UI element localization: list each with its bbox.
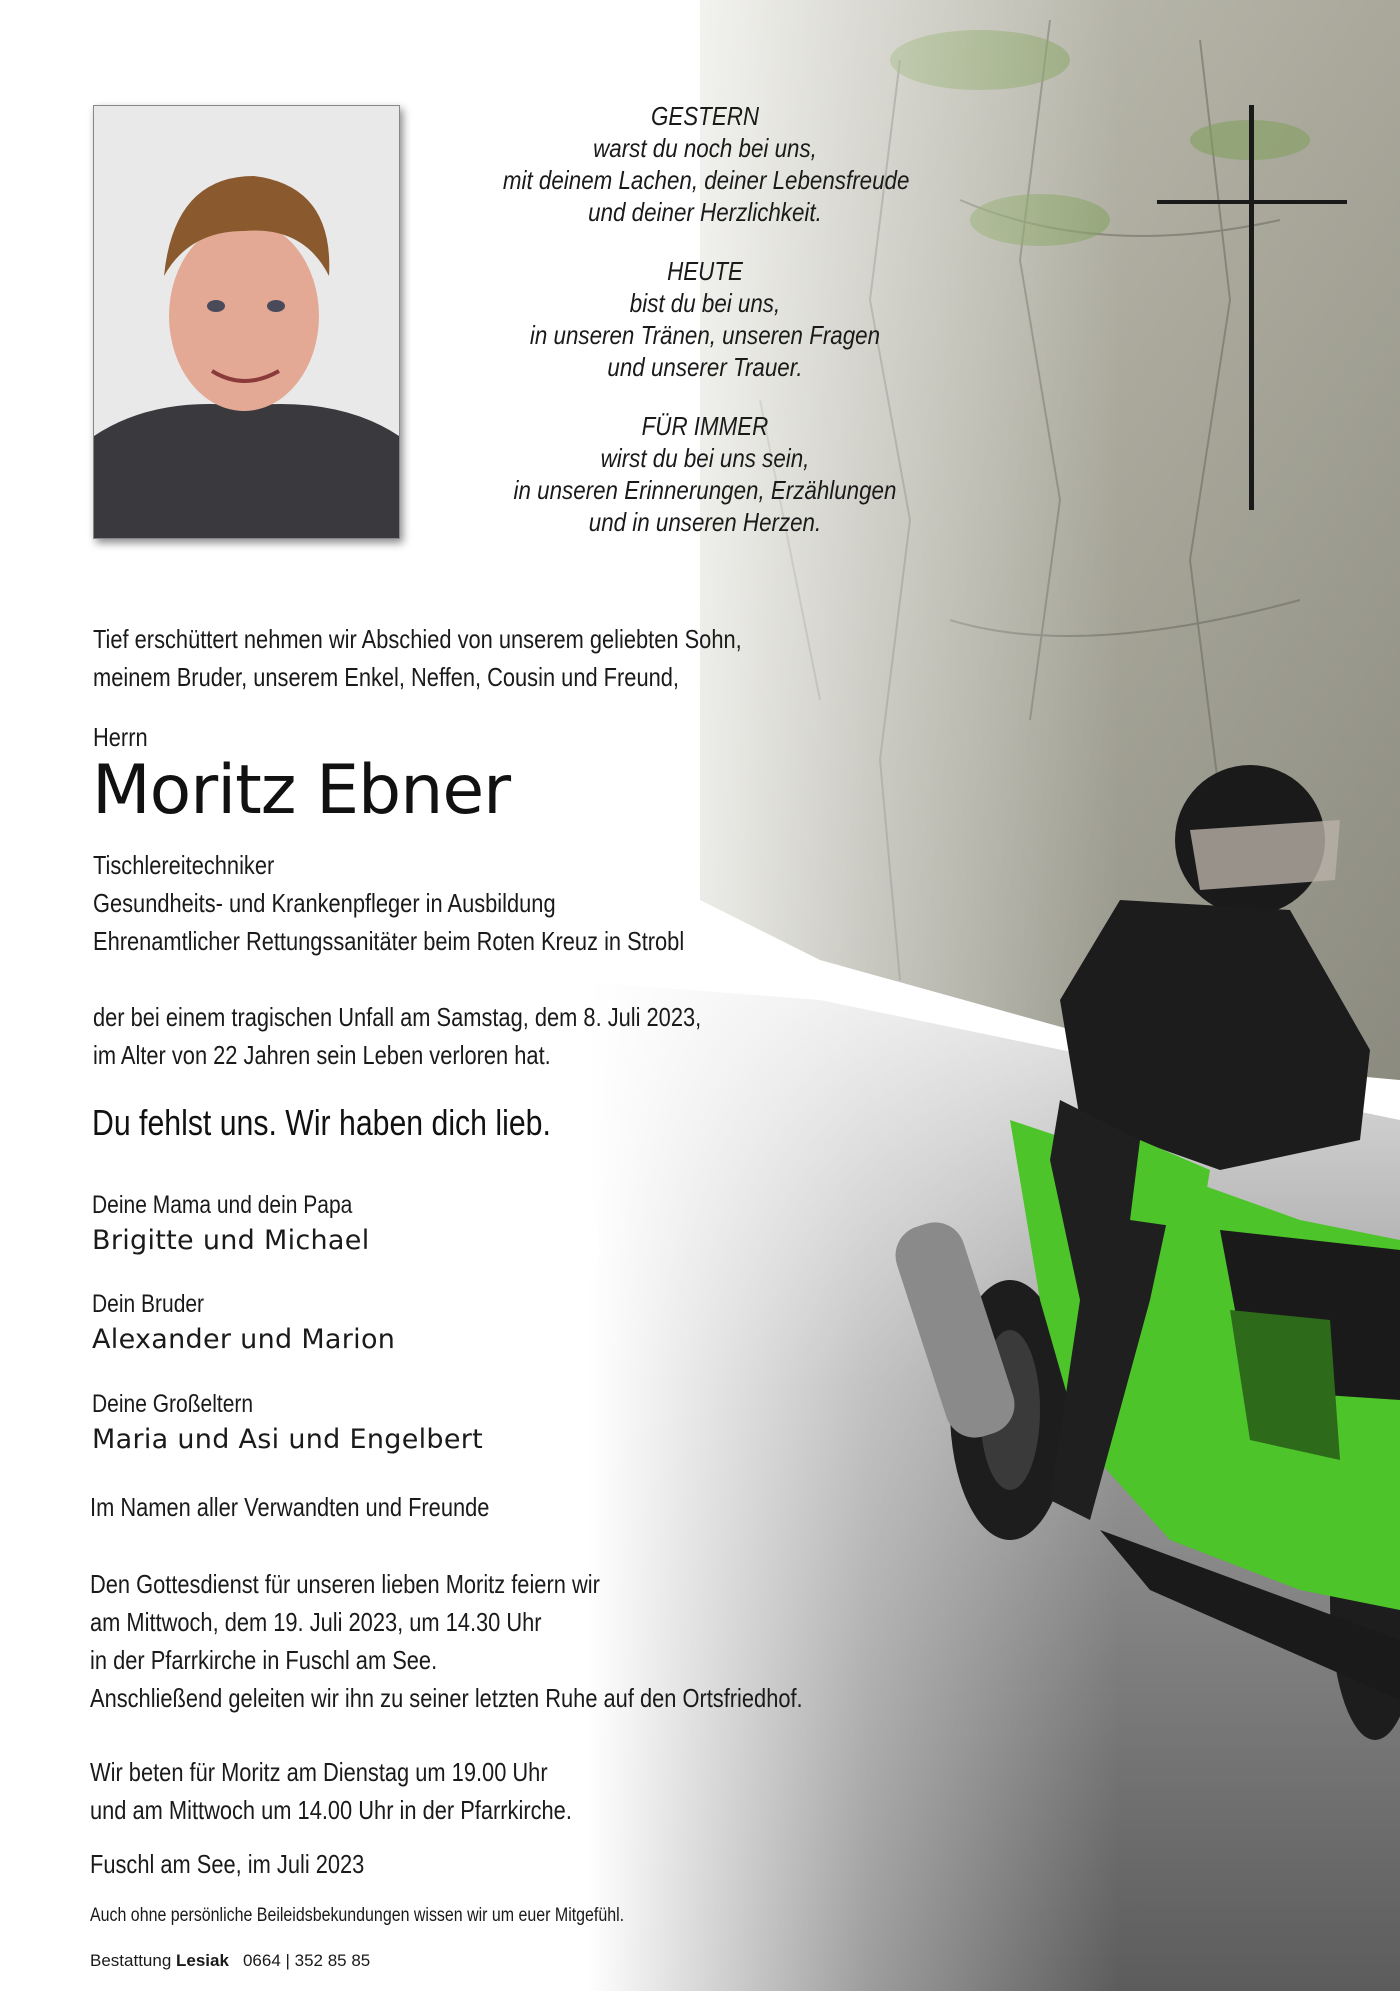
poem-line: HEUTE [667,256,743,286]
service-line: Anschließend geleiten wir ihn zu seiner letzten Ruhe auf den Ortsfriedhof. [90,1683,803,1713]
poem-line: warst du noch bei uns, [593,133,817,163]
funeral-home-brand: Lesiak [176,1951,229,1970]
profession-item: Tischlereitechniker [93,850,275,880]
family-names: Alexander und Marion [92,1324,396,1355]
profession-item: Gesundheits- und Krankenpfleger in Ausbildung [93,888,556,918]
poem-line: mit deinem Lachen, deiner Lebensfreude [502,165,910,195]
service-line: in der Pfarrkirche in Fuschl am See. [90,1645,438,1675]
phone-number: 0664 | 352 85 85 [242,1951,371,1970]
family-group-grandparents [92,1387,483,1459]
accident-line: der bei einem tragischen Unfall am Samstag, dem 8. Juli 2023, [93,1002,702,1032]
poem-line: FÜR IMMER [641,411,769,441]
accident-text [93,998,817,1074]
poem-line: und in unseren Herzen. [588,507,822,537]
place-date: Fuschl am See, im Juli 2023 [90,1849,365,1879]
prayer-line: und am Mittwoch um 14.00 Uhr in der Pfarrkirche. [90,1795,572,1825]
family-names: Maria und Asi und Engelbert [92,1424,484,1455]
funeral-service-text [90,1565,938,1717]
accident-line: im Alter von 22 Jahren sein Leben verloren hat. [93,1040,551,1070]
poem-line: bist du bei uns, [629,288,781,318]
service-line: am Mittwoch, dem 19. Juli 2023, um 14.30 Uhr [90,1607,542,1637]
poem-line: GESTERN [650,101,760,131]
family-group-parents [92,1188,402,1260]
funeral-home-prefix: Bestattung [90,1951,172,1970]
cross-icon [1157,105,1347,510]
poem-stanza [503,410,907,538]
condolence-note: Auch ohne persönliche Beileidsbekundungen wissen wir um euer Mitgefühl. [90,1905,625,1926]
poem-line: wirst du bei uns sein, [600,443,810,473]
family-names: Brigitte und Michael [92,1225,370,1256]
intro-line: meinem Bruder, unserem Enkel, Neffen, Cousin und Freund, [93,662,679,692]
poem-stanza [502,100,910,228]
family-role: Deine Mama und dein Papa [92,1191,353,1219]
poem-line: und unserer Trauer. [607,352,803,382]
profession-list [93,846,797,960]
deceased-name: Moritz Ebner [92,751,511,830]
memorial-poem [502,100,910,565]
poem-line: und deiner Herzlichkeit. [588,197,822,227]
family-role: Dein Bruder [92,1290,205,1318]
service-line: Den Gottesdienst für unseren lieben Moritz feiern wir [90,1569,600,1599]
footer [90,1949,370,1973]
poem-line: in unseren Erinnerungen, Erzählungen [513,475,897,505]
poem-stanza [503,255,907,383]
prayer-text [90,1753,664,1829]
motto: Du fehlst uns. Wir haben dich lieb. [92,1102,551,1143]
profession-item: Ehrenamtlicher Rettungssanitäter beim Roten Kreuz in Strobl [93,926,685,956]
prayer-line: Wir beten für Moritz am Dienstag um 19.00 Uhr [90,1757,548,1787]
intro-line: Tief erschüttert nehmen wir Abschied von unserem geliebten Sohn, [93,624,742,654]
salutation: Herrn [93,722,148,752]
family-group-brother [92,1287,395,1359]
poem-line: in unseren Tränen, unseren Fragen [529,320,881,350]
portrait-photo [93,105,400,539]
relatives-line: Im Namen aller Verwandten und Freunde [90,1492,490,1522]
intro-text [93,620,865,696]
funeral-home-name [90,1949,229,1973]
family-role: Deine Großeltern [92,1390,254,1418]
